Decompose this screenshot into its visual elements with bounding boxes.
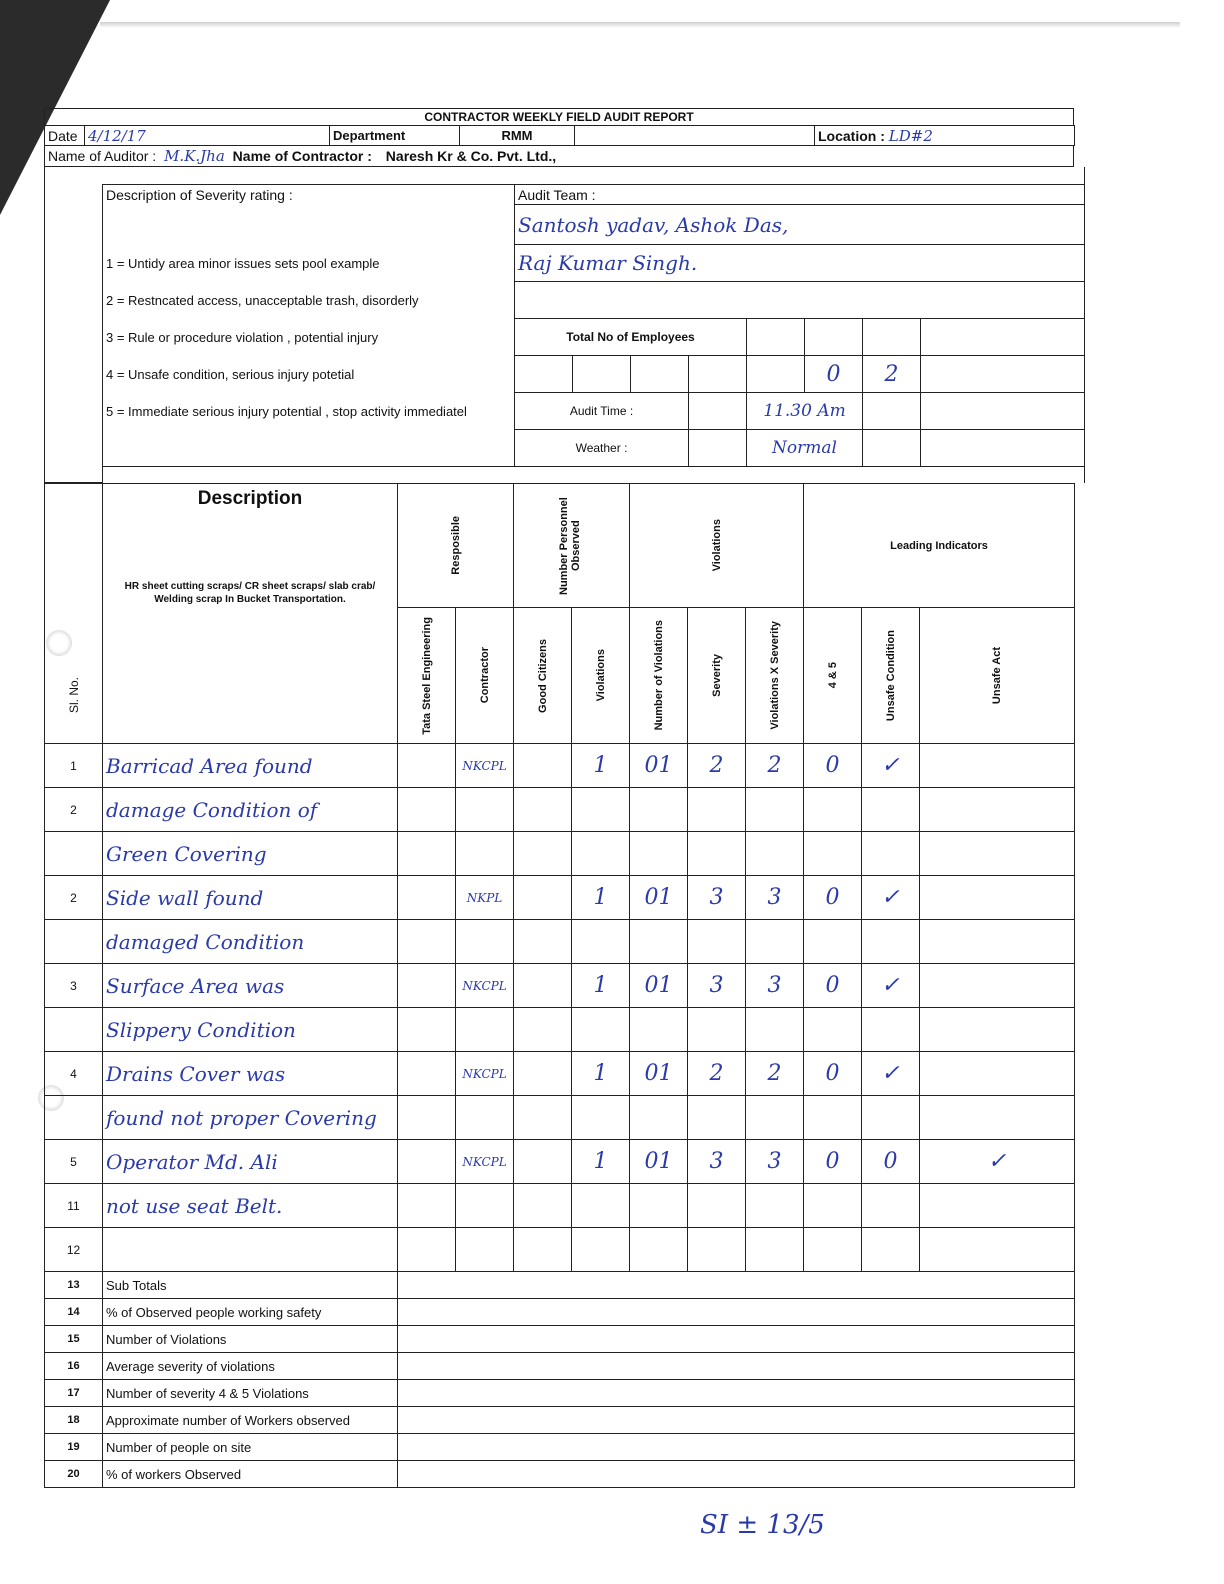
number-of-violations-cell[interactable]: 01 — [630, 1052, 688, 1096]
violations-cell[interactable] — [572, 832, 630, 876]
severity-header: Severity — [710, 654, 723, 697]
summary-label: Average severity of violations — [103, 1353, 398, 1380]
tata-cell[interactable] — [398, 832, 456, 876]
violations-cell[interactable] — [572, 1228, 630, 1272]
date-value[interactable]: 4/12/17 — [85, 126, 330, 146]
unsafe-act-cell[interactable] — [920, 876, 1075, 920]
unsafe-act-header: Unsafe Act — [991, 646, 1004, 705]
description-cell[interactable]: Surface Area was — [103, 964, 398, 1008]
four-five-cell[interactable] — [804, 1228, 862, 1272]
responsible-header: Resposible — [449, 516, 462, 575]
contractor-cell[interactable]: NKPL — [456, 876, 514, 920]
violations-cell[interactable] — [572, 1096, 630, 1140]
good-citizens-header: Good Citizens — [536, 638, 549, 713]
description-cell[interactable]: Operator Md. Ali — [103, 1140, 398, 1184]
summary-row — [45, 1326, 1075, 1353]
contractor-cell[interactable] — [456, 1096, 514, 1140]
tata-cell[interactable] — [398, 1052, 456, 1096]
number-observed-header: Number Personnel Observed — [557, 496, 582, 595]
number-of-violations-cell[interactable]: 01 — [630, 964, 688, 1008]
contractor-value[interactable]: Naresh Kr & Co. Pvt. Ltd., — [385, 147, 557, 164]
table-row — [45, 1052, 1075, 1096]
unsafe-condition-header: Unsafe Condition — [884, 629, 897, 722]
summary-value-cell[interactable] — [398, 1326, 1075, 1353]
summary-label: % of Observed people working safety — [103, 1299, 398, 1326]
violations-x-severity-cell[interactable] — [746, 788, 804, 832]
contractor-cell[interactable] — [456, 920, 514, 964]
audit-team-label: Audit Team : — [515, 185, 1085, 205]
severity-item-5: 5 = Immediate serious injury potential , stop activity immediatel — [103, 393, 515, 430]
unsafe-act-cell[interactable] — [920, 1096, 1075, 1140]
severity-item-4: 4 = Unsafe condition, serious injury potetial — [103, 356, 515, 393]
department-value[interactable]: RMM — [460, 126, 575, 146]
unsafe-act-cell[interactable] — [920, 964, 1075, 1008]
unsafe-condition-cell[interactable] — [862, 1184, 920, 1228]
number-of-violations-cell[interactable]: 01 — [630, 1140, 688, 1184]
four-five-cell[interactable] — [804, 788, 862, 832]
employees-digit-1[interactable]: 0 — [805, 356, 863, 393]
severity-cell[interactable] — [688, 1228, 746, 1272]
audit-report-form — [44, 108, 1074, 1488]
good-citizens-cell[interactable] — [514, 920, 572, 964]
unsafe-act-cell[interactable] — [920, 1052, 1075, 1096]
summary-sl-no: 20 — [45, 1461, 103, 1488]
summary-value-cell[interactable] — [398, 1299, 1075, 1326]
description-cell[interactable]: not use seat Belt. — [103, 1184, 398, 1228]
violations-x-severity-cell[interactable] — [746, 832, 804, 876]
summary-value-cell[interactable] — [398, 1353, 1075, 1380]
tata-cell[interactable] — [398, 920, 456, 964]
unsafe-condition-cell[interactable]: ✓ — [862, 744, 920, 788]
contractor-cell[interactable] — [456, 1008, 514, 1052]
unsafe-condition-cell[interactable]: ✓ — [862, 876, 920, 920]
names-row — [44, 146, 1074, 167]
table-row — [45, 788, 1075, 832]
good-citizens-cell[interactable] — [514, 744, 572, 788]
unsafe-condition-cell[interactable] — [862, 1008, 920, 1052]
summary-row — [45, 1461, 1075, 1488]
number-of-violations-cell[interactable] — [630, 1008, 688, 1052]
description-header: Description — [197, 488, 303, 509]
unsafe-condition-cell[interactable] — [862, 1228, 920, 1272]
four-five-cell[interactable]: 0 — [804, 1140, 862, 1184]
contractor-cell[interactable]: NKCPL — [456, 744, 514, 788]
table-row — [45, 1184, 1075, 1228]
number-of-violations-cell[interactable] — [630, 788, 688, 832]
good-citizens-cell[interactable] — [514, 1008, 572, 1052]
contractor-cell[interactable]: NKCPL — [456, 1052, 514, 1096]
four-five-cell[interactable] — [804, 1096, 862, 1140]
tata-cell[interactable] — [398, 1140, 456, 1184]
description-cell[interactable]: Side wall found — [103, 876, 398, 920]
weather-value[interactable]: Normal — [747, 430, 863, 467]
employees-label: Total No of Employees — [515, 319, 747, 356]
contractor-header: Contractor — [478, 647, 491, 704]
unsafe-condition-cell[interactable] — [862, 1096, 920, 1140]
date-label: Date — [45, 126, 85, 146]
audit-time-value[interactable]: 11.30 Am — [747, 393, 863, 430]
unsafe-act-cell[interactable] — [920, 1184, 1075, 1228]
good-citizens-cell[interactable] — [514, 1052, 572, 1096]
summary-row — [45, 1434, 1075, 1461]
tata-cell[interactable] — [398, 744, 456, 788]
table-row — [45, 832, 1075, 876]
tata-cell[interactable] — [398, 788, 456, 832]
unsafe-act-cell[interactable] — [920, 1228, 1075, 1272]
sl-no-cell — [45, 832, 103, 876]
violations-cell[interactable] — [572, 788, 630, 832]
sl-no-header: Sl. No. — [66, 676, 81, 713]
contractor-cell[interactable] — [456, 832, 514, 876]
violations-x-severity-header: Violations X Severity — [768, 621, 781, 730]
description-cell[interactable]: Drains Cover was — [103, 1052, 398, 1096]
summary-label: Number of people on site — [103, 1434, 398, 1461]
table-row — [45, 920, 1075, 964]
number-of-violations-cell[interactable] — [630, 920, 688, 964]
severity-cell[interactable] — [688, 1184, 746, 1228]
violations-x-severity-cell[interactable]: 3 — [746, 1140, 804, 1184]
leading-indicators-header: Leading Indicators — [804, 484, 1075, 608]
sl-no-cell — [45, 1008, 103, 1052]
good-citizens-cell[interactable] — [514, 1228, 572, 1272]
severity-cell[interactable] — [688, 788, 746, 832]
summary-sl-no: 16 — [45, 1353, 103, 1380]
violations-cell[interactable]: 1 — [572, 964, 630, 1008]
contractor-cell[interactable] — [456, 1184, 514, 1228]
unsafe-condition-cell[interactable] — [862, 832, 920, 876]
summary-sl-no: 14 — [45, 1299, 103, 1326]
violations-cell[interactable]: 1 — [572, 876, 630, 920]
violations-x-severity-cell[interactable]: 2 — [746, 1052, 804, 1096]
severity-cell[interactable] — [688, 832, 746, 876]
sl-no-cell: 1 — [45, 744, 103, 788]
severity-cell[interactable]: 3 — [688, 876, 746, 920]
violations-cell[interactable]: 1 — [572, 1140, 630, 1184]
location-value[interactable]: LD#2 — [888, 126, 933, 145]
unsafe-condition-cell[interactable] — [862, 788, 920, 832]
tata-header: Tata Steel Engineering — [420, 616, 433, 735]
description-cell[interactable]: Slippery Condition — [103, 1008, 398, 1052]
four-five-header: 4 & 5 — [826, 662, 839, 689]
summary-sl-no: 17 — [45, 1380, 103, 1407]
violations-cell[interactable] — [572, 1008, 630, 1052]
tata-cell[interactable] — [398, 964, 456, 1008]
sl-no-cell: 5 — [45, 1140, 103, 1184]
summary-label: Approximate number of Workers observed — [103, 1407, 398, 1434]
audit-time-label: Audit Time : — [515, 393, 689, 430]
severity-heading: Description of Severity rating : — [103, 185, 515, 205]
contractor-cell[interactable]: NKCPL — [456, 964, 514, 1008]
violations-cell[interactable] — [572, 1184, 630, 1228]
description-cell[interactable]: Green Covering — [103, 832, 398, 876]
violations-x-severity-cell[interactable] — [746, 1184, 804, 1228]
severity-cell[interactable] — [688, 1096, 746, 1140]
unsafe-condition-cell[interactable]: ✓ — [862, 1052, 920, 1096]
violations-x-severity-cell[interactable]: 3 — [746, 964, 804, 1008]
table-row — [45, 964, 1075, 1008]
unsafe-condition-cell[interactable]: ✓ — [862, 964, 920, 1008]
tata-cell[interactable] — [398, 876, 456, 920]
violations-cell[interactable]: 1 — [572, 744, 630, 788]
tata-cell[interactable] — [398, 1096, 456, 1140]
contractor-cell[interactable] — [456, 788, 514, 832]
description-cell[interactable]: Barricad Area found — [103, 744, 398, 788]
report-header — [44, 108, 1074, 125]
tata-cell[interactable] — [398, 1008, 456, 1052]
number-of-violations-cell[interactable]: 01 — [630, 876, 688, 920]
good-citizens-cell[interactable] — [514, 964, 572, 1008]
severity-item-3: 3 = Rule or procedure violation , potential injury — [103, 319, 515, 356]
tata-cell[interactable] — [398, 1228, 456, 1272]
table-row — [45, 1008, 1075, 1052]
audit-table — [44, 483, 1075, 1488]
good-citizens-cell[interactable] — [514, 832, 572, 876]
unsafe-condition-cell[interactable] — [862, 920, 920, 964]
number-of-violations-cell[interactable] — [630, 1184, 688, 1228]
unsafe-act-cell[interactable]: ✓ — [920, 1140, 1075, 1184]
audit-team-line2[interactable]: Raj Kumar Singh. — [515, 245, 1085, 282]
sl-no-cell — [45, 920, 103, 964]
severity-item-1: 1 = Untidy area minor issues sets pool example — [103, 245, 515, 282]
table-row — [45, 1228, 1075, 1272]
severity-cell[interactable]: 3 — [688, 1140, 746, 1184]
description-subheader: HR sheet cutting scraps/ CR sheet scraps/ slab crab/ Welding scrap In Bucket Transportation. — [124, 581, 376, 605]
employees-digit-2[interactable]: 2 — [863, 356, 921, 393]
violations-header: Violations — [594, 649, 607, 702]
summary-row — [45, 1353, 1075, 1380]
weather-label: Weather : — [515, 430, 689, 467]
description-cell[interactable] — [103, 1228, 398, 1272]
good-citizens-cell[interactable] — [514, 1140, 572, 1184]
number-of-violations-header: Number of Violations — [652, 620, 665, 731]
summary-row — [45, 1380, 1075, 1407]
summary-value-cell[interactable] — [398, 1434, 1075, 1461]
summary-value-cell[interactable] — [398, 1407, 1075, 1434]
sl-no-cell: 2 — [45, 876, 103, 920]
summary-sl-no: 19 — [45, 1434, 103, 1461]
good-citizens-cell[interactable] — [514, 1096, 572, 1140]
severity-item-2: 2 = Restncated access, unacceptable trash, disorderly — [103, 282, 515, 319]
violations-x-severity-cell[interactable]: 3 — [746, 876, 804, 920]
audit-team-line1[interactable]: Santosh yadav, Ashok Das, — [515, 205, 1085, 245]
four-five-cell[interactable]: 0 — [804, 744, 862, 788]
summary-label: Number of Violations — [103, 1326, 398, 1353]
severity-cell[interactable]: 2 — [688, 1052, 746, 1096]
report-title: CONTRACTOR WEEKLY FIELD AUDIT REPORT — [45, 109, 1074, 126]
four-five-cell[interactable]: 0 — [804, 964, 862, 1008]
table-row — [45, 1096, 1075, 1140]
four-five-cell[interactable]: 0 — [804, 1052, 862, 1096]
four-five-cell[interactable] — [804, 1008, 862, 1052]
violations-group-header: Violations — [710, 519, 723, 572]
violations-x-severity-cell[interactable] — [746, 920, 804, 964]
four-five-cell[interactable]: 0 — [804, 876, 862, 920]
violations-x-severity-cell[interactable] — [746, 1008, 804, 1052]
summary-value-cell[interactable] — [398, 1380, 1075, 1407]
table-row — [45, 744, 1075, 788]
summary-label: Number of severity 4 & 5 Violations — [103, 1380, 398, 1407]
summary-value-cell[interactable] — [398, 1272, 1075, 1299]
sl-no-cell: 2 — [45, 788, 103, 832]
description-cell[interactable]: damage Condition of — [103, 788, 398, 832]
severity-block — [44, 167, 1085, 484]
severity-cell[interactable]: 2 — [688, 744, 746, 788]
four-five-cell[interactable] — [804, 920, 862, 964]
number-of-violations-cell[interactable] — [630, 1228, 688, 1272]
violations-cell[interactable]: 1 — [572, 1052, 630, 1096]
unsafe-act-cell[interactable] — [920, 1008, 1075, 1052]
summary-sl-no: 13 — [45, 1272, 103, 1299]
number-of-violations-cell[interactable] — [630, 832, 688, 876]
sl-no-cell — [45, 1096, 103, 1140]
unsafe-act-cell[interactable] — [920, 788, 1075, 832]
violations-x-severity-cell[interactable] — [746, 1096, 804, 1140]
summary-row — [45, 1299, 1075, 1326]
description-cell[interactable]: damaged Condition — [103, 920, 398, 964]
four-five-cell[interactable] — [804, 1184, 862, 1228]
severity-cell[interactable] — [688, 920, 746, 964]
number-of-violations-cell[interactable]: 01 — [630, 744, 688, 788]
header-info — [44, 125, 1075, 146]
auditor-label: Name of Auditor : — [48, 147, 157, 164]
sl-no-cell: 12 — [45, 1228, 103, 1272]
unsafe-condition-cell[interactable]: 0 — [862, 1140, 920, 1184]
tata-cell[interactable] — [398, 1184, 456, 1228]
summary-label: % of workers Observed — [103, 1461, 398, 1488]
sl-no-cell: 4 — [45, 1052, 103, 1096]
unsafe-act-cell[interactable] — [920, 920, 1075, 964]
scan-edge-shadow — [100, 22, 1180, 28]
four-five-cell[interactable] — [804, 832, 862, 876]
number-of-violations-cell[interactable] — [630, 1096, 688, 1140]
sl-no-cell: 11 — [45, 1184, 103, 1228]
severity-cell[interactable]: 3 — [688, 964, 746, 1008]
summary-row — [45, 1407, 1075, 1434]
location-label: Location : — [818, 127, 885, 144]
table-row — [45, 1140, 1075, 1184]
violations-x-severity-cell[interactable] — [746, 1228, 804, 1272]
table-row — [45, 876, 1075, 920]
footer-handwritten-note: SI ± 13/5 — [700, 1510, 825, 1540]
description-cell[interactable]: found not proper Covering — [103, 1096, 398, 1140]
contractor-cell[interactable]: NKCPL — [456, 1140, 514, 1184]
auditor-value[interactable]: M.K.Jha — [164, 146, 225, 165]
violations-cell[interactable] — [572, 920, 630, 964]
good-citizens-cell[interactable] — [514, 788, 572, 832]
contractor-label: Name of Contractor : — [232, 147, 372, 164]
unsafe-act-cell[interactable] — [920, 744, 1075, 788]
summary-sl-no: 15 — [45, 1326, 103, 1353]
violations-x-severity-cell[interactable]: 2 — [746, 744, 804, 788]
good-citizens-cell[interactable] — [514, 1184, 572, 1228]
summary-label: Sub Totals — [103, 1272, 398, 1299]
department-label: Department — [330, 126, 460, 146]
severity-cell[interactable] — [688, 1008, 746, 1052]
sl-no-cell: 3 — [45, 964, 103, 1008]
unsafe-act-cell[interactable] — [920, 832, 1075, 876]
summary-value-cell[interactable] — [398, 1461, 1075, 1488]
summary-row — [45, 1272, 1075, 1299]
good-citizens-cell[interactable] — [514, 876, 572, 920]
summary-sl-no: 18 — [45, 1407, 103, 1434]
contractor-cell[interactable] — [456, 1228, 514, 1272]
